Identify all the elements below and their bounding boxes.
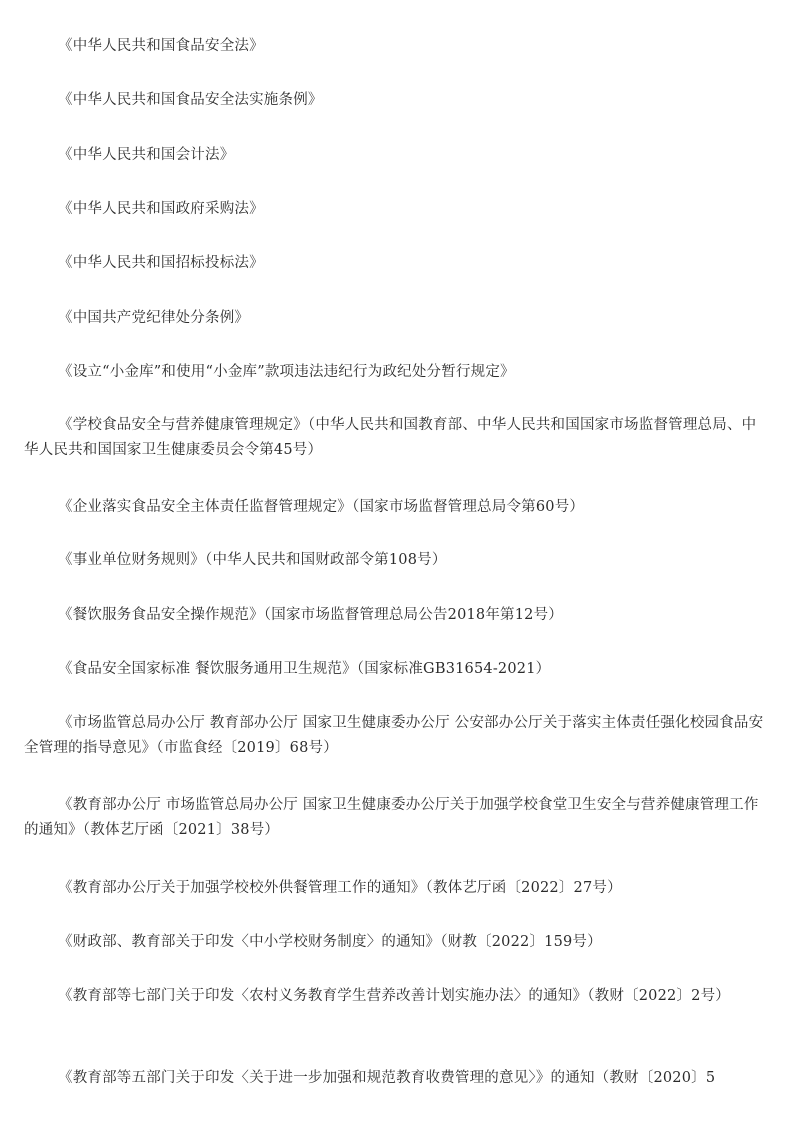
regulation-item: 《市场监管总局办公厅 教育部办公厅 国家卫生健康委办公厅 公安部办公厅关于落实主体责任强化校园食品安全管理的指导意见》（市监食经〔2019〕68号） <box>24 715 764 756</box>
regulation-item: 《财政部、教育部关于印发〈中小学校财务制度〉的通知》（财教〔2022〕159号） <box>58 934 602 950</box>
regulation-item: 《学校食品安全与营养健康管理规定》（中华人民共和国教育部、中华人民共和国国家市场监督管理总局、中华人民共和国国家卫生健康委员会令第45号） <box>24 417 757 458</box>
regulation-item: 《中国共产党纪律处分条例》 <box>58 310 250 326</box>
regulation-item: 《中华人民共和国食品安全法》 <box>58 38 264 54</box>
regulation-item: 《食品安全国家标准 餐饮服务通用卫生规范》（国家标准GB31654-2021） <box>58 661 551 677</box>
regulation-item: 《企业落实食品安全主体责任监督管理规定》（国家市场监督管理总局令第60号） <box>58 499 585 515</box>
regulation-item: 《事业单位财务规则》（中华人民共和国财政部令第108号） <box>58 552 447 568</box>
regulation-item: 《教育部办公厅关于加强学校校外供餐管理工作的通知》（教体艺厅函〔2022〕27号） <box>58 880 622 896</box>
regulation-item: 《中华人民共和国会计法》 <box>58 147 235 163</box>
regulation-item: 《餐饮服务食品安全操作规范》（国家市场监督管理总局公告2018年第12号） <box>58 607 563 623</box>
regulation-item: 《中华人民共和国食品安全法实施条例》 <box>58 92 323 108</box>
regulation-item: 《教育部等七部门关于印发〈农村义务教育学生营养改善计划实施办法〉的通知》（教财〔2022〕2号） <box>58 988 730 1004</box>
regulation-item: 《中华人民共和国招标投标法》 <box>58 255 264 271</box>
regulation-item: 《中华人民共和国政府采购法》 <box>58 201 264 217</box>
regulation-item: 《设立“小金库”和使用“小金库”款项违法违纪行为政纪处分暂行规定》 <box>58 364 515 380</box>
regulation-item: 《教育部办公厅 市场监管总局办公厅 国家卫生健康委办公厅关于加强学校食堂卫生安全与营养健康管理工作的通知》（教体艺厅函〔2021〕38号） <box>24 797 759 838</box>
regulation-item: 《教育部等五部门关于印发〈关于进一步加强和规范教育收费管理的意见〉》的通知（教财〔2020〕5 <box>58 1070 716 1086</box>
